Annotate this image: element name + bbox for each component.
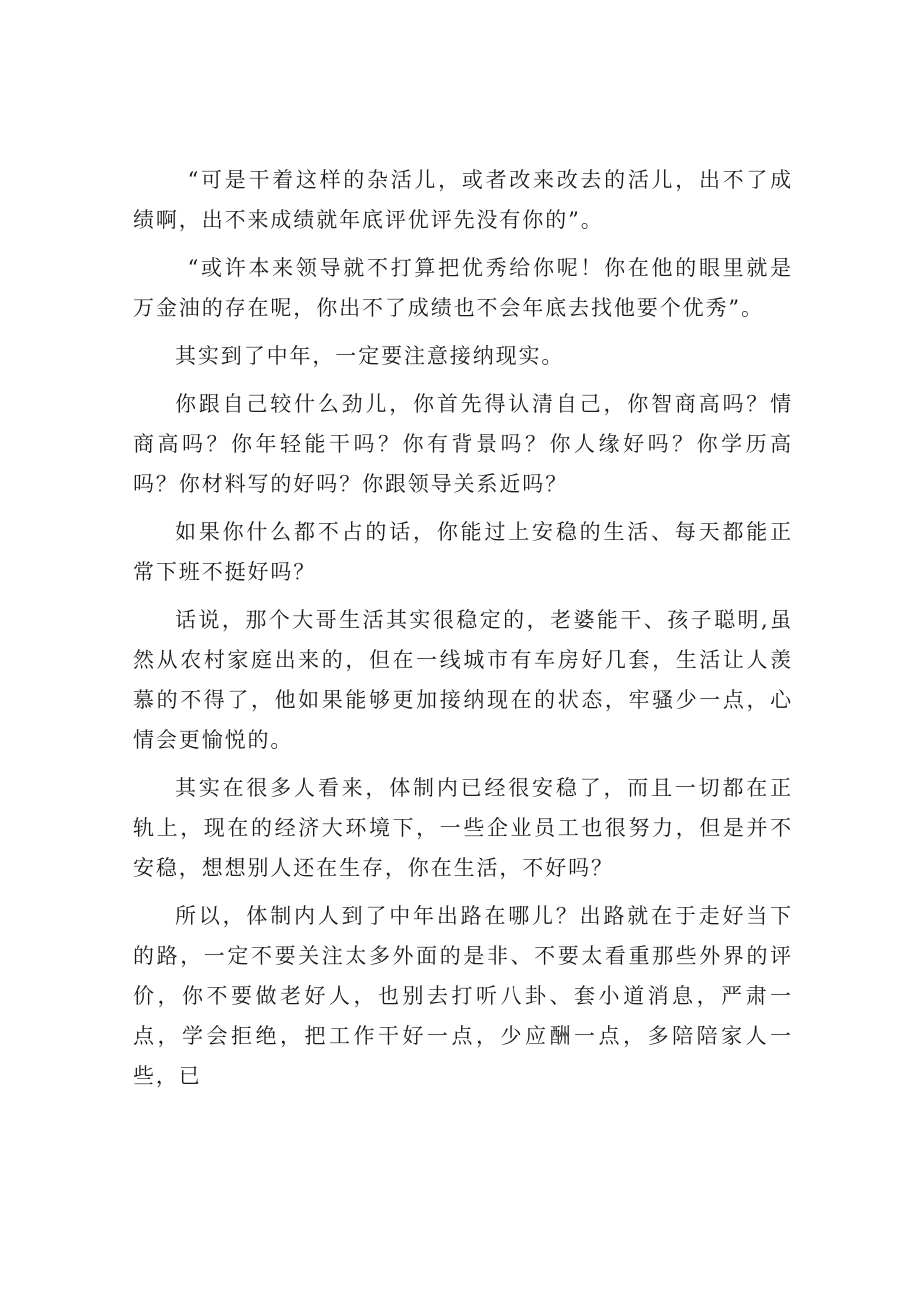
paragraph-3: 其实到了中年，一定要注意接纳现实。 bbox=[175, 344, 565, 368]
paragraph-8: 所以，体制内人到了中年出路在哪儿？出路就在于走好当下的路，一定不要关注太多外面的是非、不要太看重那些外界的评价，你不要做老好人，也别去打听八卦、套小道消息，严肃一点，学会拒绝，把工作干好一点，少应酬一点，多陪陪家人一些，已 bbox=[133, 904, 793, 1088]
document-page bbox=[133, 160, 793, 1096]
paragraph-4: 你跟自己较什么劲儿，你首先得认清自己，你智商高吗？情商高吗？你年轻能干吗？你有背景吗？你人缘好吗？你学历高吗？你材料写的好吗？你跟领导关系近吗？ bbox=[133, 392, 793, 496]
paragraph-6: 话说，那个大哥生活其实很稳定的，老婆能干、孩子聪明,虽然从农村家庭出来的，但在一线城市有车房好几套，生活让人羡慕的不得了，他如果能够更加接纳现在的状态，牢骚少一点，心情会更愉悦的。 bbox=[133, 608, 793, 752]
paragraph-1: “可是干着这样的杂活儿，或者改来改去的活儿，出不了成绩啊，出不来成绩就年底评优评先没有你的”。 bbox=[133, 168, 793, 232]
paragraph-7: 其实在很多人看来，体制内已经很安稳了，而且一切都在正轨上，现在的经济大环境下，一些企业员工也很努力，但是并不安稳，想想别人还在生存，你在生活，不好吗？ bbox=[133, 776, 793, 880]
paragraph-2: “或许本来领导就不打算把优秀给你呢！你在他的眼里就是万金油的存在呢，你出不了成绩也不会年底去找他要个优秀”。 bbox=[133, 256, 793, 320]
paragraph-5: 如果你什么都不占的话，你能过上安稳的生活、每天都能正常下班不挺好吗？ bbox=[133, 520, 793, 584]
